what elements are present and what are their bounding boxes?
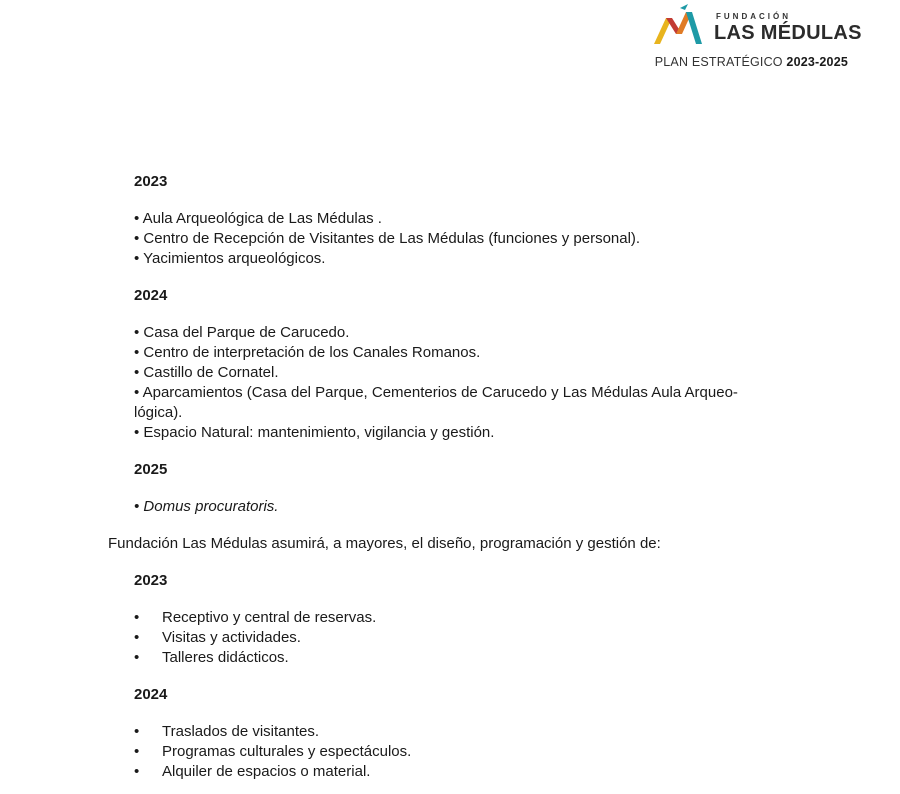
year-heading: 2024 xyxy=(134,287,168,304)
list-item: • Centro de Recepción de Visitantes de Las Médulas (funciones y personal). xyxy=(134,230,641,247)
list-item: • Aula Arqueológica de Las Médulas . xyxy=(134,210,382,227)
list-item: • Yacimientos arqueológicos. xyxy=(134,250,326,267)
list-item: • Talleres didácticos. xyxy=(134,649,289,666)
logo-title: LAS MÉDULAS xyxy=(714,22,862,44)
service-list xyxy=(134,608,828,668)
bullet: • xyxy=(134,629,140,646)
list-item: • Traslados de visitantes. xyxy=(134,723,320,740)
facility-list xyxy=(134,497,828,517)
list-item: • Espacio Natural: mantenimiento, vigilancia y gestión. xyxy=(134,424,495,441)
bullet: • xyxy=(134,743,140,760)
year-heading: 2023 xyxy=(134,572,168,589)
bullet: • xyxy=(134,763,140,780)
plan-years: 2023-2025 xyxy=(786,55,848,69)
list-item: • Casa del Parque de Carucedo. xyxy=(134,324,350,341)
year-heading: 2025 xyxy=(134,461,168,478)
list-item: • Programas culturales y espectáculos. xyxy=(134,743,412,760)
logo-small-text: FUNDACIÓN xyxy=(716,12,791,21)
list-item: • Aparcamientos (Casa del Parque, Cementerios de Carucedo y Las Médulas Aula Arqueo- xyxy=(134,384,738,401)
bullet: • xyxy=(134,723,140,740)
bullet: • xyxy=(134,649,140,666)
plan-title xyxy=(655,55,848,69)
list-item: • Receptivo y central de reservas. xyxy=(134,609,377,626)
service-list xyxy=(134,722,828,782)
list-item: • Centro de interpretación de los Canales Romanos. xyxy=(134,344,481,361)
list-item: • Domus procuratoris. xyxy=(134,498,279,515)
document-body xyxy=(108,172,828,782)
list-item: • Castillo de Cornatel. xyxy=(134,364,279,381)
list-item-continuation: lógica). xyxy=(134,404,183,421)
plan-prefix: PLAN ESTRATÉGICO xyxy=(654,55,783,69)
year-heading: 2024 xyxy=(134,686,168,703)
foundation-logo-icon xyxy=(652,4,708,46)
intro-paragraph: Fundación Las Médulas asumirá, a mayores, el diseño, programación y gestión de: xyxy=(108,535,661,552)
facility-list xyxy=(134,209,828,269)
header xyxy=(648,4,862,74)
list-item: • Alquiler de espacios o material. xyxy=(134,763,371,780)
facility-list xyxy=(134,323,828,443)
bullet: • xyxy=(134,609,140,626)
year-heading: 2023 xyxy=(134,173,168,190)
list-item: • Visitas y actividades. xyxy=(134,629,301,646)
